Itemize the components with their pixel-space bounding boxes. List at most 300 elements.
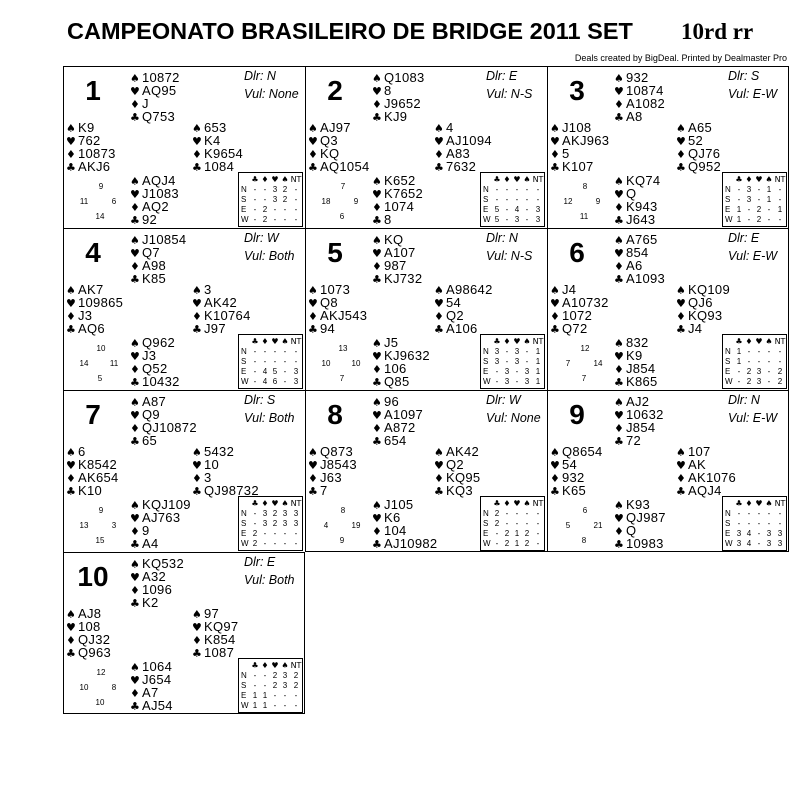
dd-result-cell: 1 <box>535 347 541 356</box>
diamonds-cards: A7 <box>142 685 159 700</box>
diamonds-cards: 104 <box>384 523 407 538</box>
clubs-icon: ♣ <box>434 485 444 498</box>
spades-icon: ♠ <box>192 122 202 135</box>
east-clubs-row <box>192 160 243 173</box>
dd-result-cell: 4 <box>746 529 752 538</box>
diamonds-icon: ♦ <box>130 525 140 538</box>
dd-result-cell: 1 <box>535 367 541 376</box>
dd-row-e <box>481 367 544 377</box>
hearts-icon: ♥ <box>192 135 202 148</box>
spades-icon: ♠ <box>614 396 624 409</box>
dd-result-cell: - <box>263 529 267 538</box>
hearts-cards: AJ1094 <box>446 133 492 148</box>
south-clubs-row <box>372 375 430 388</box>
dd-result-cell: 3 <box>272 195 278 204</box>
dd-result-cell: - <box>515 367 519 376</box>
spades-cards: KQ532 <box>142 556 184 571</box>
clubs-cards: AKJ6 <box>78 159 111 174</box>
dd-header-cell: NT <box>290 499 302 508</box>
page-title: CAMPEONATO BRASILEIRO DE BRIDGE 2011 SET <box>67 18 633 44</box>
diamonds-icon: ♦ <box>66 634 76 647</box>
hearts-cards: K6 <box>384 510 401 525</box>
dd-result-cell: 3 <box>514 357 520 366</box>
hearts-icon: ♥ <box>614 85 624 98</box>
dealer-label: Dlr: W <box>486 393 521 407</box>
vulnerability-label: Vul: N-S <box>486 87 533 101</box>
dd-corner-cell <box>239 337 250 347</box>
north-hand <box>130 557 184 609</box>
dd-result-cell: 3 <box>766 539 772 548</box>
clubs-icon: ♣ <box>130 273 140 286</box>
dd-result-cell: - <box>525 205 529 214</box>
dd-row-e <box>723 367 786 377</box>
double-dummy-table <box>722 172 787 227</box>
hearts-icon: ♥ <box>372 409 382 422</box>
clubs-cards: KJ732 <box>384 271 423 286</box>
north-clubs-row <box>372 272 422 285</box>
dd-seat-label: N <box>241 185 247 194</box>
clubs-cards: 1087 <box>204 645 235 660</box>
dd-result-cell: 1 <box>736 205 742 214</box>
dd-result-cell: - <box>253 519 257 528</box>
dd-header-cell: ♠ <box>523 175 531 184</box>
board-number: 1 <box>85 75 101 106</box>
west-hcp: 10 <box>321 359 331 368</box>
hearts-cards: Q8 <box>320 295 338 310</box>
west-hand <box>550 445 603 497</box>
north-hcp: 9 <box>98 506 104 515</box>
clubs-cards: AQ6 <box>78 321 105 336</box>
dd-seat-label: N <box>725 185 731 194</box>
dd-result-cell: 3 <box>494 357 500 366</box>
dd-result-cell: - <box>757 509 761 518</box>
clubs-icon: ♣ <box>66 647 76 660</box>
south-hcp: 8 <box>581 536 587 545</box>
board-number: 10 <box>77 561 109 592</box>
dd-result-cell: - <box>495 367 499 376</box>
dd-result-cell: - <box>536 519 540 528</box>
dd-header-row <box>239 337 302 347</box>
dd-result-cell: - <box>273 205 277 214</box>
dd-result-cell: 3 <box>736 539 742 548</box>
south-hcp: 7 <box>339 374 345 383</box>
west-clubs-row <box>550 322 609 335</box>
north-clubs-row <box>130 110 180 123</box>
dd-result-cell: 3 <box>282 519 288 528</box>
north-hcp: 8 <box>582 182 588 191</box>
dd-result-cell: - <box>778 347 782 356</box>
hearts-cards: K9 <box>626 348 643 363</box>
dd-result-cell: 3 <box>756 367 762 376</box>
west-hcp: 10 <box>79 683 89 692</box>
dd-seat-label: S <box>483 519 489 528</box>
clubs-cards: 10432 <box>142 374 180 389</box>
dd-row-n <box>239 347 302 357</box>
hearts-icon: ♥ <box>614 350 624 363</box>
hearts-icon: ♥ <box>130 85 140 98</box>
hearts-icon: ♥ <box>614 512 624 525</box>
spades-icon: ♠ <box>372 72 382 85</box>
diamonds-cards: K943 <box>626 199 658 214</box>
spades-icon: ♠ <box>308 122 318 135</box>
dd-result-cell: - <box>263 195 267 204</box>
clubs-icon: ♣ <box>192 161 202 174</box>
clubs-icon: ♣ <box>66 485 76 498</box>
dd-result-cell: - <box>294 215 298 224</box>
spades-icon: ♠ <box>372 234 382 247</box>
dd-row-w <box>723 539 786 549</box>
hearts-cards: J1083 <box>142 186 179 201</box>
dd-result-cell: - <box>253 185 257 194</box>
spades-icon: ♠ <box>550 284 560 297</box>
dd-result-cell: - <box>505 347 509 356</box>
dd-result-cell: - <box>294 205 298 214</box>
dd-row-w <box>723 215 786 225</box>
hearts-cards: QJ6 <box>688 295 713 310</box>
dd-result-cell: - <box>495 195 499 204</box>
diamonds-icon: ♦ <box>308 310 318 323</box>
dd-result-cell: 3 <box>777 529 783 538</box>
south-hand <box>614 336 658 388</box>
dealer-label: Dlr: E <box>728 231 760 245</box>
clubs-cards: K85 <box>142 271 167 286</box>
spades-cards: KQ74 <box>626 173 661 188</box>
east-hcp: 14 <box>593 359 603 368</box>
dd-result-cell: - <box>515 195 519 204</box>
dd-result-cell: 2 <box>282 195 288 204</box>
dd-result-cell: - <box>253 509 257 518</box>
dd-result-cell: - <box>515 377 519 386</box>
spades-icon: ♠ <box>676 122 686 135</box>
east-hand <box>192 283 251 335</box>
clubs-icon: ♣ <box>372 214 382 227</box>
dd-result-cell: - <box>253 215 257 224</box>
dealer-label: Dlr: N <box>486 231 518 245</box>
diamonds-cards: AK654 <box>78 470 119 485</box>
board-number: 5 <box>327 237 343 268</box>
dd-header-cell: ♣ <box>251 499 259 508</box>
dd-result-cell: - <box>505 357 509 366</box>
diamonds-cards: K10764 <box>204 308 251 323</box>
spades-cards: AJ97 <box>320 120 351 135</box>
south-hearts-row <box>614 511 666 524</box>
spades-icon: ♠ <box>372 396 382 409</box>
diamonds-cards: 1096 <box>142 582 173 597</box>
clubs-cards: Q963 <box>78 645 112 660</box>
diamonds-icon: ♦ <box>372 98 382 111</box>
spades-icon: ♠ <box>192 284 202 297</box>
dd-result-cell: - <box>273 529 277 538</box>
dd-result-cell: - <box>273 215 277 224</box>
diamonds-cards: Q <box>626 523 637 538</box>
south-clubs-row <box>130 213 179 226</box>
dd-result-cell: - <box>263 539 267 548</box>
clubs-cards: J4 <box>688 321 703 336</box>
dd-row-w <box>723 377 786 387</box>
dd-result-cell: 3 <box>756 377 762 386</box>
diamonds-icon: ♦ <box>676 472 686 485</box>
dd-result-cell: - <box>253 377 257 386</box>
hearts-icon: ♥ <box>130 247 140 260</box>
spades-icon: ♠ <box>66 122 76 135</box>
hearts-cards: Q7 <box>142 245 160 260</box>
dd-result-cell: 2 <box>746 367 752 376</box>
dd-result-cell: 3 <box>777 539 783 548</box>
dd-result-cell: - <box>778 195 782 204</box>
dd-result-cell: 1 <box>252 691 258 700</box>
dd-result-cell: - <box>536 539 540 548</box>
clubs-icon: ♣ <box>550 161 560 174</box>
hearts-icon: ♥ <box>192 459 202 472</box>
hearts-cards: AKJ963 <box>562 133 610 148</box>
dd-header-row <box>481 175 544 185</box>
dd-header-cell: NT <box>774 175 786 184</box>
diamonds-cards: 1074 <box>384 199 415 214</box>
dd-row-n <box>481 509 544 519</box>
west-clubs-row <box>66 322 123 335</box>
spades-cards: 832 <box>626 335 649 350</box>
hearts-icon: ♥ <box>66 135 76 148</box>
board-4 <box>63 228 305 390</box>
hearts-cards: J8543 <box>320 457 357 472</box>
dd-seat-label: W <box>483 377 491 386</box>
west-hand <box>550 121 609 173</box>
dd-result-cell: - <box>747 215 751 224</box>
dd-seat-label: E <box>241 367 247 376</box>
dd-result-cell: 2 <box>494 509 500 518</box>
dd-result-cell: - <box>253 357 257 366</box>
clubs-icon: ♣ <box>676 161 686 174</box>
dd-result-cell: 1 <box>514 529 520 538</box>
hearts-icon: ♥ <box>676 135 686 148</box>
dealer-label: Dlr: S <box>728 69 760 83</box>
clubs-cards: AJ10982 <box>384 536 438 551</box>
clubs-icon: ♣ <box>130 700 140 713</box>
dd-header-cell: ♠ <box>281 337 289 346</box>
dd-result-cell: - <box>767 205 771 214</box>
north-hand <box>372 395 423 447</box>
board-7 <box>63 390 305 552</box>
hearts-icon: ♥ <box>66 297 76 310</box>
diamonds-icon: ♦ <box>66 472 76 485</box>
dd-result-cell: 2 <box>524 539 530 548</box>
dd-result-cell: 2 <box>504 539 510 548</box>
south-diamonds-row <box>130 524 191 537</box>
spades-icon: ♠ <box>130 499 140 512</box>
hearts-cards: 52 <box>688 133 704 148</box>
hearts-icon: ♥ <box>676 297 686 310</box>
dd-result-cell: - <box>525 519 529 528</box>
dd-header-cell: ♠ <box>523 337 531 346</box>
south-spades-row <box>372 498 437 511</box>
dd-row-n <box>239 509 302 519</box>
dd-header-cell: ♦ <box>261 499 269 508</box>
east-hand <box>676 121 721 173</box>
double-dummy-table <box>722 334 787 389</box>
clubs-icon: ♣ <box>676 485 686 498</box>
dd-seat-label: E <box>725 205 731 214</box>
dd-result-cell: - <box>294 539 298 548</box>
clubs-icon: ♣ <box>550 323 560 336</box>
double-dummy-table <box>238 658 303 713</box>
hearts-cards: J3 <box>142 348 157 363</box>
clubs-icon: ♣ <box>676 323 686 336</box>
dd-row-s <box>723 357 786 367</box>
clubs-cards: K2 <box>142 595 159 610</box>
vulnerability-label: Vul: N-S <box>486 249 533 263</box>
spades-cards: 5432 <box>204 444 235 459</box>
dd-result-cell: - <box>757 519 761 528</box>
board-9 <box>547 390 789 552</box>
dd-header-cell: ♦ <box>503 499 511 508</box>
west-hand <box>66 283 123 335</box>
spades-icon: ♠ <box>434 446 444 459</box>
spades-cards: Q873 <box>320 444 354 459</box>
south-clubs-row <box>372 537 437 550</box>
south-spades-row <box>614 174 660 187</box>
hearts-cards: AJ763 <box>142 510 181 525</box>
vulnerability-label: Vul: Both <box>244 411 295 425</box>
hearts-cards: A1097 <box>384 407 424 422</box>
hearts-icon: ♥ <box>66 459 76 472</box>
clubs-cards: Q952 <box>688 159 722 174</box>
dd-header-cell: NT <box>290 175 302 184</box>
board-number: 8 <box>327 399 343 430</box>
dd-seat-label: N <box>483 185 489 194</box>
hearts-cards: K4 <box>204 133 221 148</box>
dd-result-cell: - <box>263 671 267 680</box>
dd-seat-label: N <box>725 509 731 518</box>
dd-result-cell: 2 <box>777 367 783 376</box>
clubs-icon: ♣ <box>614 111 624 124</box>
dd-header-cell: ♣ <box>735 337 743 346</box>
dd-result-cell: - <box>767 377 771 386</box>
south-hand <box>372 498 437 550</box>
dd-result-cell: - <box>253 681 257 690</box>
board-3 <box>547 66 789 228</box>
dd-result-cell: - <box>767 509 771 518</box>
dd-result-cell: - <box>737 519 741 528</box>
dd-corner-cell <box>723 337 734 347</box>
dd-result-cell: - <box>294 195 298 204</box>
diamonds-cards: QJ32 <box>78 632 111 647</box>
spades-icon: ♠ <box>372 337 382 350</box>
north-hcp: 9 <box>98 182 104 191</box>
dd-row-w <box>481 215 544 225</box>
dd-result-cell: - <box>283 691 287 700</box>
vulnerability-label: Vul: None <box>486 411 541 425</box>
dd-header-cell: NT <box>290 661 302 670</box>
diamonds-icon: ♦ <box>614 260 624 273</box>
dd-result-cell: 3 <box>293 509 299 518</box>
north-clubs-row <box>614 434 664 447</box>
dd-result-cell: - <box>263 357 267 366</box>
clubs-icon: ♣ <box>308 485 318 498</box>
diamonds-cards: J9652 <box>384 96 421 111</box>
north-hcp: 8 <box>340 506 346 515</box>
dd-result-cell: - <box>778 215 782 224</box>
east-diamonds-row <box>676 309 730 322</box>
diamonds-cards: Q2 <box>446 308 464 323</box>
hearts-cards: 109865 <box>78 295 124 310</box>
board-number: 4 <box>85 237 101 268</box>
dd-header-cell: ♦ <box>745 499 753 508</box>
dd-result-cell: - <box>283 529 287 538</box>
dd-row-s <box>239 195 302 205</box>
diamonds-icon: ♦ <box>192 634 202 647</box>
dd-corner-cell <box>239 661 250 671</box>
west-hand <box>308 283 367 335</box>
dealer-label: Dlr: E <box>486 69 518 83</box>
east-hand <box>676 445 736 497</box>
north-hand <box>614 395 664 447</box>
dd-row-e <box>723 529 786 539</box>
dd-header-cell: NT <box>774 337 786 346</box>
dd-result-cell: - <box>737 195 741 204</box>
dd-row-w <box>481 539 544 549</box>
diamonds-icon: ♦ <box>372 422 382 435</box>
dd-seat-label: S <box>483 357 489 366</box>
dd-header-cell: ♥ <box>513 499 521 508</box>
dd-seat-label: N <box>483 509 489 518</box>
dd-row-e <box>481 529 544 539</box>
spades-icon: ♠ <box>192 446 202 459</box>
west-hand <box>308 121 370 173</box>
clubs-cards: A4 <box>142 536 159 551</box>
south-clubs-row <box>372 213 423 226</box>
dd-result-cell: - <box>495 377 499 386</box>
dd-seat-label: W <box>483 539 491 548</box>
south-diamonds-row <box>372 200 423 213</box>
dd-result-cell: 3 <box>293 377 299 386</box>
hearts-icon: ♥ <box>130 188 140 201</box>
hearts-icon: ♥ <box>130 674 140 687</box>
double-dummy-table <box>238 334 303 389</box>
vulnerability-label: Vul: None <box>244 87 299 101</box>
south-hand <box>372 174 423 226</box>
dd-result-cell: 3 <box>524 367 530 376</box>
dd-header-row <box>239 175 302 185</box>
dd-header-cell: ♦ <box>261 661 269 670</box>
clubs-icon: ♣ <box>614 435 624 448</box>
dd-header-cell: NT <box>290 337 302 346</box>
north-spades-row <box>372 71 425 84</box>
dd-result-cell: - <box>757 539 761 548</box>
dd-result-cell: 3 <box>282 671 288 680</box>
dd-result-cell: - <box>273 347 277 356</box>
diamonds-cards: KQ95 <box>446 470 481 485</box>
double-dummy-table <box>480 172 545 227</box>
spades-icon: ♠ <box>614 234 624 247</box>
spades-icon: ♠ <box>130 234 140 247</box>
hearts-cards: 10 <box>204 457 220 472</box>
spades-cards: AJ2 <box>626 394 650 409</box>
board-10 <box>63 552 305 714</box>
south-hand <box>614 174 660 226</box>
spades-icon: ♠ <box>192 608 202 621</box>
south-hand <box>130 174 179 226</box>
south-hcp: 14 <box>95 212 105 221</box>
diamonds-icon: ♦ <box>434 472 444 485</box>
north-clubs-row <box>130 596 184 609</box>
dd-result-cell: 1 <box>777 205 783 214</box>
diamonds-cards: A98 <box>142 258 167 273</box>
dd-result-cell: - <box>737 377 741 386</box>
dd-seat-label: E <box>725 529 731 538</box>
clubs-cards: A1093 <box>626 271 666 286</box>
east-hcp: 19 <box>351 521 361 530</box>
dd-seat-label: E <box>241 691 247 700</box>
